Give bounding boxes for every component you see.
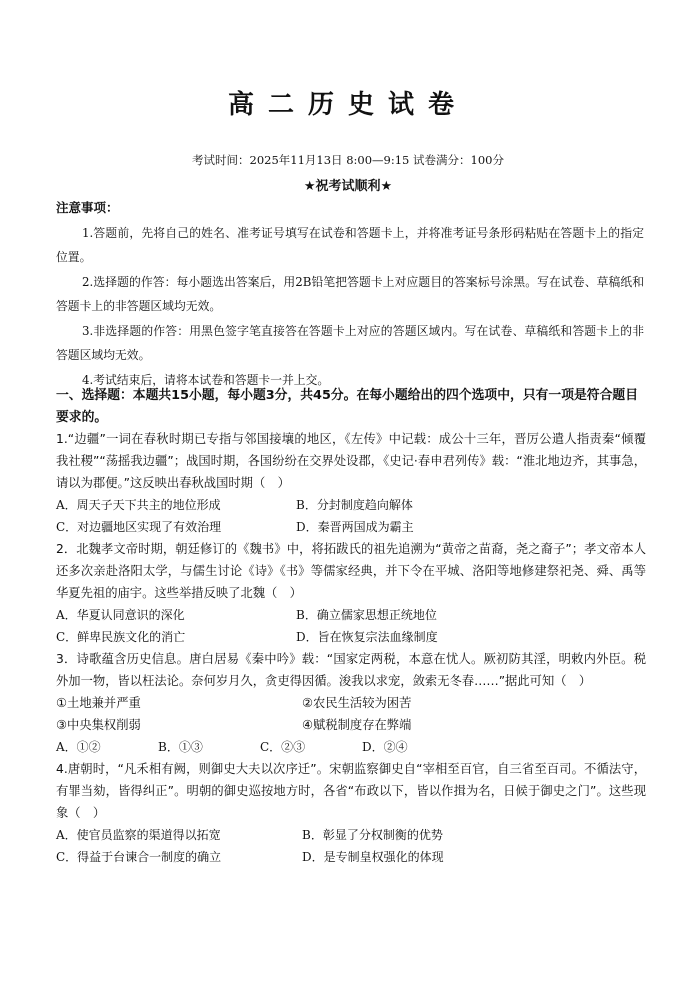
option-c: C．鲜卑民族文化的消亡 (56, 630, 186, 644)
statements-row (56, 714, 646, 736)
option-b: B．确立儒家思想正统地位 (296, 608, 437, 622)
questions-block (56, 428, 646, 868)
options-row (56, 736, 646, 758)
page-title: 高二历史试卷 (227, 90, 468, 120)
statement-3: ③中央集权削弱 (56, 718, 141, 732)
statement-1: ①土地兼并严重 (56, 696, 141, 710)
option-c: C．②③ (260, 740, 306, 754)
option-d: D．旨在恢复宗法血缘制度 (296, 630, 438, 644)
option-b: B．①③ (158, 740, 203, 754)
question-stem-4: 4.唐朝时，“凡禾相有阙，则御史大夫以次序迁”。宋朝监察御史自“宰相至百官，自三省至百司。不循法守，有罪当劾，皆得纠正”。明朝的御史巡按地方时，各省“布政以下，皆以作揖为名，日候于御史之门”。这些现象（ ） (56, 762, 646, 820)
statements-row (56, 692, 646, 714)
option-b: B．彰显了分权制衡的优势 (302, 828, 443, 842)
options-row (56, 604, 646, 626)
notes-heading: 注意事项： (56, 200, 119, 215)
note-item: 2.选择题的作答：每小题选出答案后，用2B铅笔把答题卡上对应题目的答案标号涂黑。写在试卷、草稿纸和答题卡上的非答题区域均无效。 (56, 274, 644, 313)
note-item: 4.考试结束后，请将本试卷和答题卡一并上交。 (82, 372, 330, 387)
good-luck-banner: ★祝考试顺利★ (303, 179, 393, 194)
option-b: B．分封制度趋向解体 (296, 498, 413, 512)
section-heading: 一、选择题：本题共15小题，每小题3分，共45分。在每小题给出的四个选项中，只有一项是符合题目要求的。 (56, 388, 638, 425)
statement-4: ④赋税制度存在弊端 (302, 718, 412, 732)
option-a: A．周天子天下共主的地位形成 (56, 498, 221, 512)
options-row (56, 846, 646, 868)
option-d: D．是专制皇权强化的体现 (302, 850, 444, 864)
option-c: C．对边疆地区实现了有效治理 (56, 520, 222, 534)
options-row (56, 494, 646, 516)
exam-info: 考试时间：2025年11月13日 8:00—9:15 试卷满分：100分 (192, 153, 504, 167)
option-a: A．华夏认同意识的深化 (56, 608, 185, 622)
notes-block (56, 196, 644, 392)
options-row (56, 516, 646, 538)
option-c: C．得益于台谏合一制度的确立 (56, 850, 222, 864)
options-row (56, 824, 646, 846)
option-a: A．使官员监察的渠道得以拓宽 (56, 828, 221, 842)
statement-2: ②农民生活较为困苦 (302, 696, 412, 710)
question-stem-3: 3．诗歌蕴含历史信息。唐白居易《秦中吟》载：“国家定两税，本意在忧人。厥初防其淫，明敕内外臣。税外加一物，皆以枉法论。奈何岁月久，贪吏得因循。浚我以求宠，敛索无冬春……”据此可知（ ） (56, 652, 646, 688)
option-d: D．②④ (362, 740, 408, 754)
question-stem-2: 2．北魏孝文帝时期，朝廷修订的《魏书》中，将拓跋氏的祖先追溯为“黄帝之苗裔，尧之裔子”；孝文帝本人还多次亲赴洛阳太学，与儒生讨论《诗》《书》等儒家经典，并下令在平城、洛阳等地修建祭祀尧、舜、禹等华夏先祖的庙宇。这些举措反映了北魏（ ） (56, 542, 646, 600)
options-row (56, 626, 646, 648)
note-item: 3.非选择题的作答：用黑色签字笔直接答在答题卡上对应的答题区域内。写在试卷、草稿纸和答题卡上的非答题区域均无效。 (56, 323, 644, 362)
option-d: D．秦晋两国成为霸主 (296, 520, 414, 534)
note-item: 1.答题前，先将自己的姓名、准考证号填写在试卷和答题卡上，并将准考证号条形码粘贴在答题卡上的指定位置。 (56, 225, 644, 264)
option-a: A．①② (56, 740, 101, 754)
question-stem-1: 1.“边疆”一词在春秋时期已专指与邻国接壤的地区，《左传》中记载：成公十三年，晋厉公遣人指责秦“倾覆我社稷”“荡摇我边疆”；战国时期，各国纷纷在交界处设郡，《史记·春申君列传》载：“淮北地边齐，其事急，请以为郡便。”这反映出春秋战国时期（ ） (56, 432, 646, 490)
